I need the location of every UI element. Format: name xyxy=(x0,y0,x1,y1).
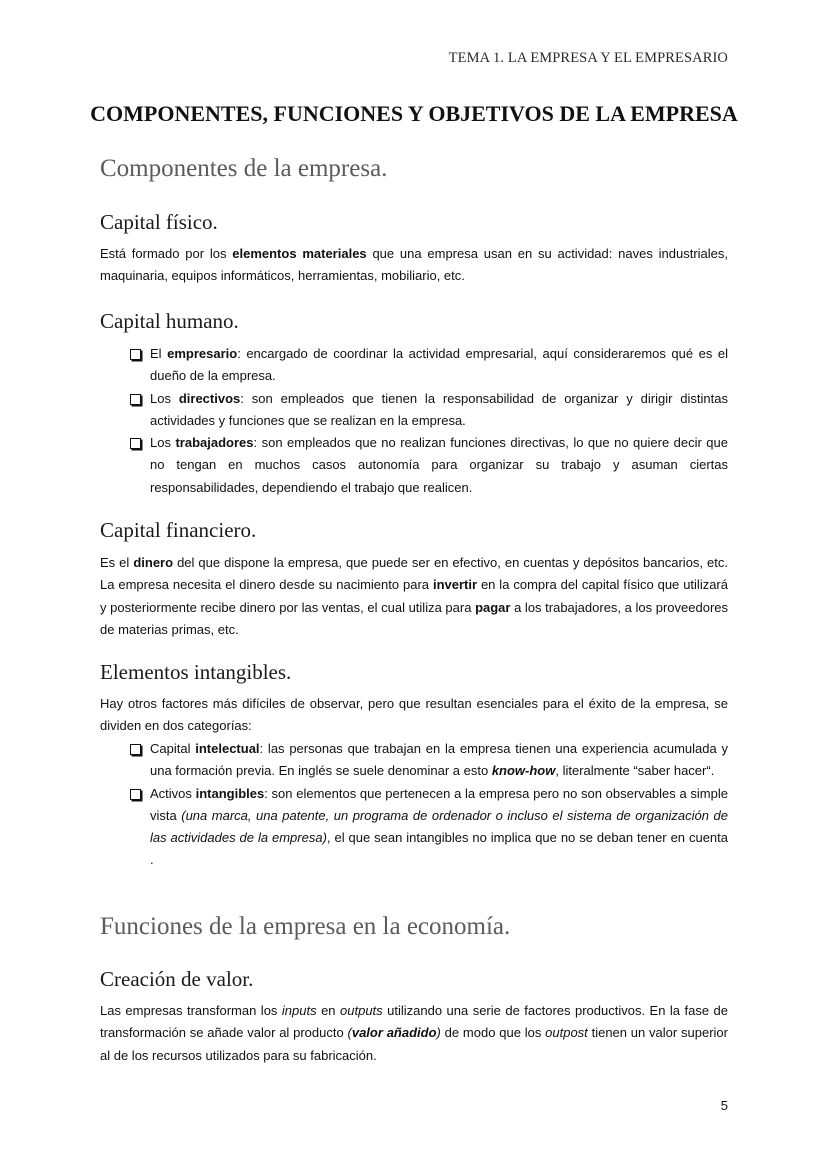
list-item: Los trabajadores: son empleados que no realizan funciones directivas, lo que no quiere decir que no tengan en muchos casos autonomía para organizar su trabajo y asuman ciertas responsabilidades, dependiendo el trabajo que realicen. xyxy=(130,432,728,499)
running-header: TEMA 1. LA EMPRESA Y EL EMPRESARIO xyxy=(448,50,728,66)
intangibles-list xyxy=(130,738,728,872)
checkbox-bullet-icon xyxy=(130,394,141,405)
subheading-capital-fisico: Capital físico. xyxy=(100,210,218,234)
paragraph-intangibles-intro: Hay otros factores más difíciles de observar, pero que resultan esenciales para el éxito de la empresa, se dividen en dos categorías: xyxy=(100,696,728,734)
paragraph-capital-financiero: Es el dinero del que dispone la empresa, que puede ser en efectivo, en cuentas y depósitos bancarios, etc. La empresa necesita el dinero desde su nacimiento para invertir en la compra del capital físico que utilizará y posteriormente recibe dinero por las ventas, el cual utiliza para pagar a los trabajadores, a los proveedores de materias primas, etc. xyxy=(100,555,729,637)
checkbox-bullet-icon xyxy=(130,438,141,449)
list-item: Capital intelectual: las personas que trabajan en la empresa tienen una experiencia acumulada y una formación previa. En inglés se suele denominar a esto know-how, literalmente “saber hacer“. xyxy=(130,738,728,783)
page-title: COMPONENTES, FUNCIONES Y OBJETIVOS DE LA EMPRESA xyxy=(90,101,738,126)
list-item: Los directivos: son empleados que tienen la responsabilidad de organizar y dirigir distintas actividades y funciones que se realizan en la empresa. xyxy=(130,388,728,433)
checkbox-bullet-icon xyxy=(130,789,141,800)
list-item: El empresario: encargado de coordinar la actividad empresarial, aquí consideraremos qué es el dueño de la empresa. xyxy=(130,343,728,388)
section-heading-componentes: Componentes de la empresa. xyxy=(100,155,388,182)
capital-humano-list xyxy=(130,343,728,499)
checkbox-bullet-icon xyxy=(130,349,141,360)
page-number: 5 xyxy=(720,1098,728,1113)
checkbox-bullet-icon xyxy=(130,744,141,755)
subheading-capital-humano: Capital humano. xyxy=(100,309,239,333)
list-item: Activos intangibles: son elementos que pertenecen a la empresa pero no son observables a simple vista (una marca, una patente, un programa de ordenador o incluso el sistema de organización de las actividades de la empresa), el que sean intangibles no implica que no se deban tener en cuenta . xyxy=(130,783,728,872)
section-heading-funciones: Funciones de la empresa en la economía. xyxy=(100,913,511,940)
paragraph-creacion-valor: Las empresas transforman los inputs en outputs utilizando una serie de factores productivos. En la fase de transformación se añade valor al producto (valor añadido) de modo que los outpost tienen un valor superior al de los recursos utilizados para su fabricación. xyxy=(100,1003,729,1063)
subheading-creacion-valor: Creación de valor. xyxy=(100,967,254,991)
subheading-elementos-intangibles: Elementos intangibles. xyxy=(100,660,292,684)
paragraph-capital-fisico: Está formado por los elementos materiales que una empresa usan en su actividad: naves industriales, maquinaria, equipos informáticos, herramientas, mobiliario, etc. xyxy=(100,246,729,284)
subheading-capital-financiero: Capital financiero. xyxy=(100,518,257,542)
